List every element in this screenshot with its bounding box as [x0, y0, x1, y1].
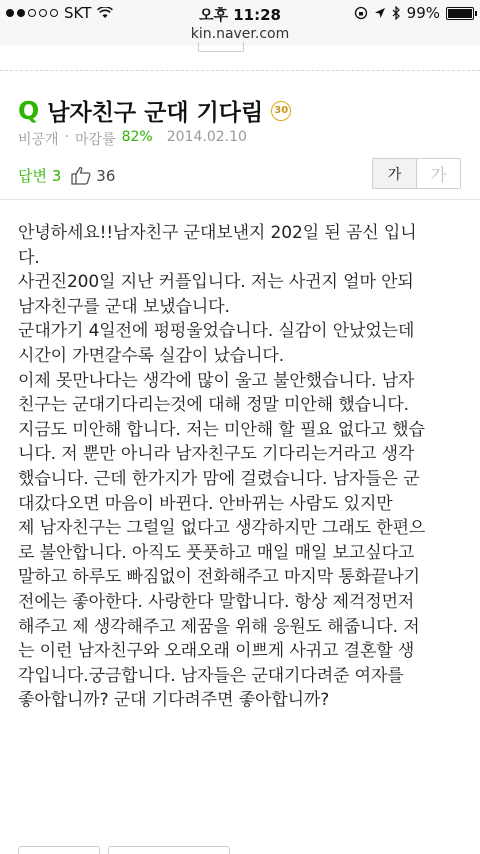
question-body: [18, 221, 470, 713]
body-line: 다.: [18, 247, 40, 268]
section-divider: [0, 70, 480, 71]
bottom-button-fragment-2[interactable]: [108, 846, 230, 854]
status-right: [354, 4, 474, 22]
body-line: 로 불안합니다. 아직도 풋풋하고 매일 매일 보고싶다고: [18, 542, 415, 563]
header-divider: [0, 199, 480, 200]
body-line: 지금도 미안해 합니다. 저는 미안해 할 필요 없다고 했습: [18, 419, 425, 440]
question-meta: [18, 129, 247, 149]
status-bar: [0, 0, 480, 26]
clock: 오후 11:28: [199, 6, 281, 24]
body-line: 해주고 제 생각해주고 제꿈을 위해 응원도 해줍니다. 저: [18, 616, 420, 637]
body-line: 시간이 가면갈수록 실감이 났습니다.: [18, 345, 285, 366]
body-line: 각입니다.궁금합니다. 남자들은 군대기다려준 여자를: [18, 665, 404, 686]
rotation-lock-icon: [354, 6, 368, 20]
body-line: 친구는 군대기다리는것에 대해 정말 미안해 했습니다.: [18, 395, 409, 416]
font-size-toggle: [372, 158, 461, 189]
question-title: 남자친구 군대 기다림: [47, 100, 264, 126]
font-size-normal-button[interactable]: 가: [373, 159, 417, 188]
body-line: 좋아합니까? 군대 기다려주면 좋아합니까?: [18, 690, 330, 711]
body-line: 안녕하세요!!남자친구 군대보낸지 202일 된 곰신 입니: [18, 223, 417, 243]
url-text: kin.naver.com: [190, 26, 290, 42]
meta-separator: ·: [64, 129, 70, 145]
carrier-name: SKT: [64, 4, 92, 22]
body-line: 제 남자친구는 그럴일 없다고 생각하지만 그래도 한편으: [18, 518, 426, 539]
question-date: 2014.02.10: [166, 129, 247, 145]
battery-icon: [446, 7, 474, 20]
body-line: 는 이런 남자친구와 오래오래 이쁘게 사귀고 결혼할 생: [18, 641, 415, 662]
body-line: 군대가기 4일전에 펑펑울었습니다. 실감이 안났었는데: [18, 321, 415, 342]
scrolled-content-fragment: [0, 42, 480, 56]
close-rate-value: 82%: [121, 129, 153, 145]
body-line: 전에는 좋아한다. 사랑한다 말합니다. 항상 제걱정먼저: [18, 591, 415, 612]
body-line: 니다. 저 뿐만 아니라 남자친구도 기다리는거라고 생각: [18, 444, 415, 465]
question-title-row: [18, 94, 291, 127]
scrolled-button-fragment: [198, 42, 244, 52]
body-line: 사귄진200일 지난 커플입니다. 저는 사귄지 얼마 안되: [18, 272, 414, 293]
visibility-label: 비공개: [18, 132, 59, 148]
bluetooth-icon: [392, 6, 401, 20]
bottom-button-fragment-1[interactable]: [18, 846, 100, 854]
thumbs-up-icon: [71, 166, 91, 185]
location-icon: [374, 7, 386, 19]
body-line: 이제 못만나다는 생각에 많이 울고 불안했습니다. 남자: [18, 370, 415, 391]
body-line: 말하고 하루도 빠짐없이 전화해주고 마지막 통화끝나기: [18, 567, 420, 588]
like-count: 36: [96, 166, 116, 185]
points-badge: 30: [271, 101, 291, 121]
question-actions: [18, 165, 115, 186]
body-line: 대갔다오면 마음이 바뀐다. 안바뀌는 사람도 있지만: [18, 493, 393, 514]
battery-percent: 99%: [406, 4, 440, 22]
bottom-actions-fragment: [0, 842, 480, 854]
body-line: 했습니다. 근데 한가지가 맘에 걸렸습니다. 남자들은 군: [18, 468, 420, 489]
font-size-large-button[interactable]: 가: [430, 166, 447, 186]
question-q-icon: Q: [18, 96, 40, 125]
answers-link[interactable]: 답변 3: [18, 167, 62, 185]
body-line: 남자친구를 군대 보냈습니다.: [18, 296, 230, 317]
like-button[interactable]: [71, 166, 115, 185]
close-rate-label: 마감률: [75, 132, 116, 148]
